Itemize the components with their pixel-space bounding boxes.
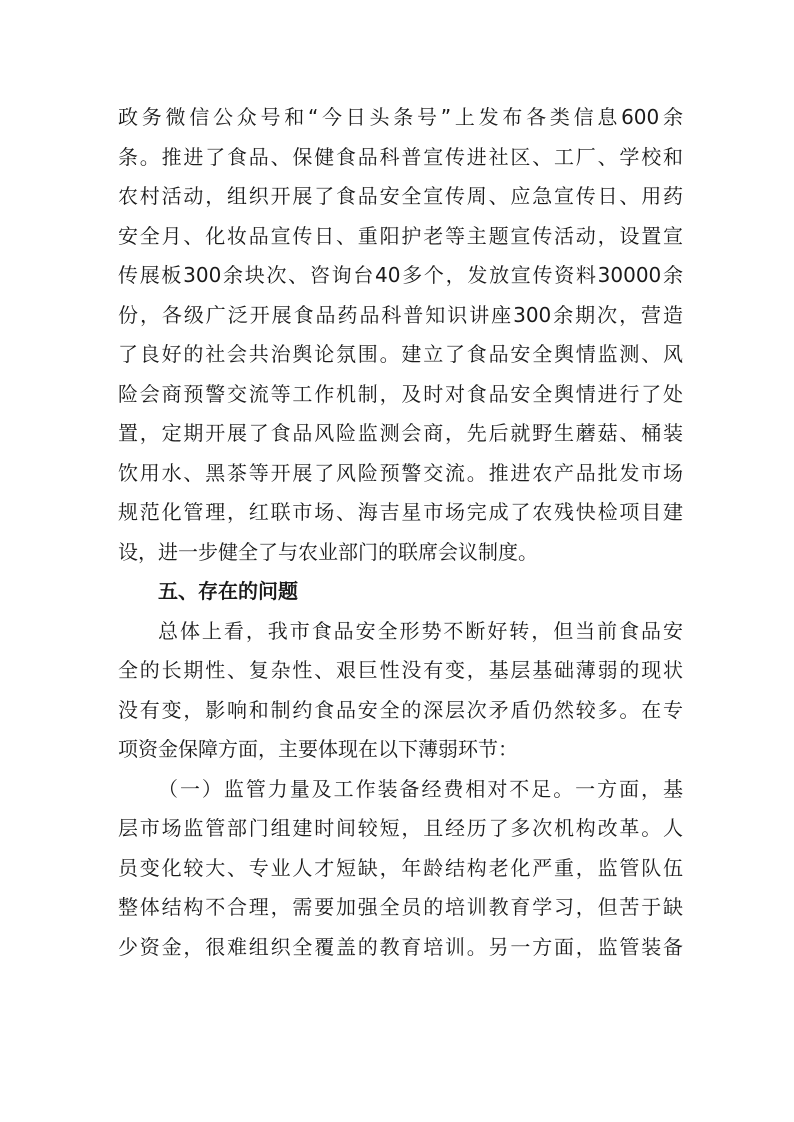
text-line: 设，进一步健全了与农业部门的联席会议制度。: [118, 539, 538, 564]
text-line: 份，各级广泛开展食品药品科普知识讲座300余期次，营造: [118, 302, 683, 327]
text-line: 险会商预警交流等工作机制，及时对食品安全舆情进行了处: [118, 381, 683, 406]
text-line: 饮用水、黑茶等开展了风险预警交流。推进农产品批发市场: [118, 460, 683, 485]
text-line: 少资金，很难组织全覆盖的教育培训。另一方面，监管装备: [118, 934, 683, 959]
text-line: 总体上看，我市食品安全形势不断好转，但当前食品安: [158, 618, 683, 643]
text-line: 传展板300余块次、咨询台40多个，发放宣传资料30000余: [118, 263, 683, 287]
document-body: [118, 98, 683, 967]
section-heading: 五、存在的问题: [158, 579, 298, 603]
text-line: （一）监管力量及工作装备经费相对不足。一方面，基: [158, 776, 683, 801]
text-line: 层市场监管部门组建时间较短，且经历了多次机构改革。人: [118, 816, 683, 840]
paragraph-continued: [118, 98, 683, 572]
text-line: 全的长期性、复杂性、艰巨性没有变，基层基础薄弱的现状: [118, 658, 683, 682]
text-line: 项资金保障方面，主要体现在以下薄弱环节：: [118, 737, 518, 761]
text-line: 政务微信公众号和“今日头条号”上发布各类信息600余: [118, 105, 683, 129]
text-line: 置，定期开展了食品风险监测会商，先后就野生蘑菇、桶装: [118, 421, 683, 445]
text-line: 整体结构不合理，需要加强全员的培训教育学习，但苦于缺: [118, 895, 683, 919]
text-line: 了良好的社会共治舆论氛围。建立了食品安全舆情监测、风: [118, 342, 683, 366]
text-line: 安全月、化妆品宣传日、重阳护老等主题宣传活动，设置宣: [118, 223, 683, 248]
paragraph-subsection-1: [118, 770, 683, 968]
text-line: 农村活动，组织开展了食品安全宣传周、应急宣传日、用药: [118, 184, 683, 208]
text-line: 条。推进了食品、保健食品科普宣传进社区、工厂、学校和: [118, 144, 683, 169]
text-line: 没有变，影响和制约食品安全的深层次矛盾仍然较多。在专: [118, 697, 683, 722]
text-line: 规范化管理，红联市场、海吉星市场完成了农残快检项目建: [118, 500, 683, 524]
text-line: 员变化较大、专业人才短缺，年龄结构老化严重，监管队伍: [118, 855, 683, 880]
paragraph-overview: [118, 612, 683, 770]
